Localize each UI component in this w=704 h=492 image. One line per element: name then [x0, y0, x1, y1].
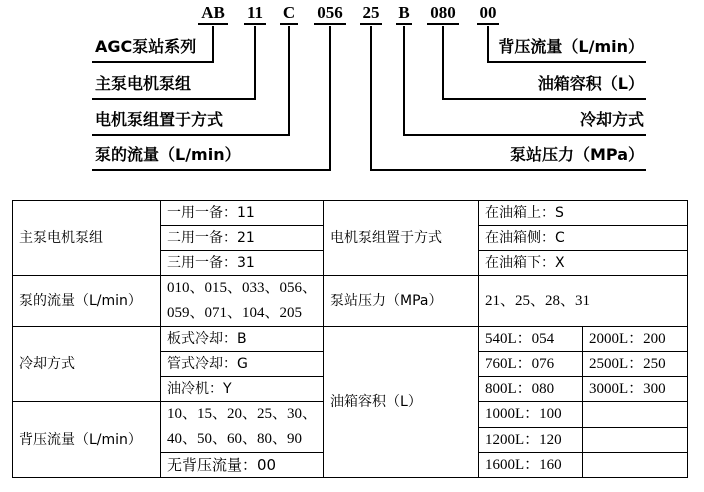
table-row: [13, 201, 688, 226]
tank-volume-option: 1200L：120: [479, 427, 583, 453]
tank-volume-option: 1600L：160: [479, 453, 583, 478]
back-pressure-label: 背压流量（L/min）: [13, 402, 161, 478]
tank-volume-option: 760L：076: [479, 352, 583, 377]
connector-line: [403, 26, 405, 136]
model-code-diagram: [0, 0, 704, 190]
label-main-pump: 主泵电机泵组: [95, 74, 192, 93]
pump-flow-label: 泵的流量（L/min）: [13, 276, 161, 327]
cooling-label: 冷却方式: [13, 327, 161, 402]
underline: [487, 61, 646, 63]
label-series: AGC泵站系列: [95, 37, 197, 56]
main-pump-option: 三用一备：31: [161, 251, 324, 276]
motor-position-option: 在油箱侧：C: [479, 226, 688, 251]
label-motor-position: 电机泵组置于方式: [95, 110, 224, 129]
tank-volume-option: [583, 427, 688, 453]
underline: [403, 134, 646, 136]
back-pressure-values-line2: 40、50、60、80、90: [167, 431, 303, 447]
pump-flow-values-line1: 010、015、033、056、: [167, 280, 318, 296]
tank-volume-option: [583, 402, 688, 428]
code-pressure: 25: [360, 4, 382, 25]
connector-line: [442, 26, 444, 100]
label-cooling: 冷却方式: [579, 110, 644, 129]
tank-volume-label: 油箱容积（L）: [324, 327, 479, 478]
code-main-pump: 11: [244, 4, 266, 25]
connector-line: [254, 26, 256, 100]
table-row: [13, 276, 688, 327]
underline: [442, 98, 646, 100]
label-pressure: 泵站压力（MPa）: [509, 145, 644, 164]
underline: [92, 98, 256, 100]
tank-volume-option: 1000L：100: [479, 402, 583, 428]
code-series: AB: [198, 4, 228, 25]
pump-flow-values: [161, 276, 324, 327]
spec-table: [12, 200, 688, 478]
label-pump-flow: 泵的流量（L/min）: [95, 145, 241, 164]
table-row: [13, 327, 688, 352]
connector-line: [212, 26, 214, 63]
cooling-option: 油冷机：Y: [161, 377, 324, 402]
underline: [370, 169, 646, 171]
label-tank-volume: 油箱容积（L）: [537, 74, 644, 93]
main-pump-option: 二用一备：21: [161, 226, 324, 251]
back-pressure-values-line1: 10、15、20、25、30、: [167, 406, 318, 422]
main-pump-option: 一用一备：11: [161, 201, 324, 226]
code-back-pressure: 00: [477, 4, 499, 25]
back-pressure-values: [161, 402, 324, 453]
label-back-pressure: 背压流量（L/min）: [498, 37, 644, 56]
code-motor-position: C: [280, 4, 298, 25]
cooling-option: 板式冷却：B: [161, 327, 324, 352]
tank-volume-option: 2000L：200: [583, 327, 688, 352]
cooling-option: 管式冷却：G: [161, 352, 324, 377]
tank-volume-option: 2500L：250: [583, 352, 688, 377]
pump-flow-values-line2: 059、071、104、205: [167, 305, 303, 321]
tank-volume-option: [583, 453, 688, 478]
motor-position-option: 在油箱上：S: [479, 201, 688, 226]
connector-line: [487, 26, 489, 63]
main-pump-label: 主泵电机泵组: [13, 201, 161, 276]
no-back-pressure-option: 无背压流量：00: [161, 453, 324, 478]
tank-volume-option: 800L：080: [479, 377, 583, 402]
pressure-label: 泵站压力（MPa）: [324, 276, 479, 327]
underline: [92, 61, 214, 63]
connector-line: [370, 26, 372, 171]
connector-line: [288, 26, 290, 136]
underline: [92, 169, 331, 171]
pressure-values: 21、25、28、31: [479, 276, 688, 327]
code-cooling: B: [396, 4, 412, 25]
underline: [92, 134, 290, 136]
tank-volume-option: 540L：054: [479, 327, 583, 352]
connector-line: [329, 26, 331, 171]
code-tank-volume: 080: [427, 4, 459, 25]
tank-volume-option: 3000L：300: [583, 377, 688, 402]
motor-position-label: 电机泵组置于方式: [324, 201, 479, 276]
motor-position-option: 在油箱下：X: [479, 251, 688, 276]
code-pump-flow: 056: [314, 4, 346, 25]
